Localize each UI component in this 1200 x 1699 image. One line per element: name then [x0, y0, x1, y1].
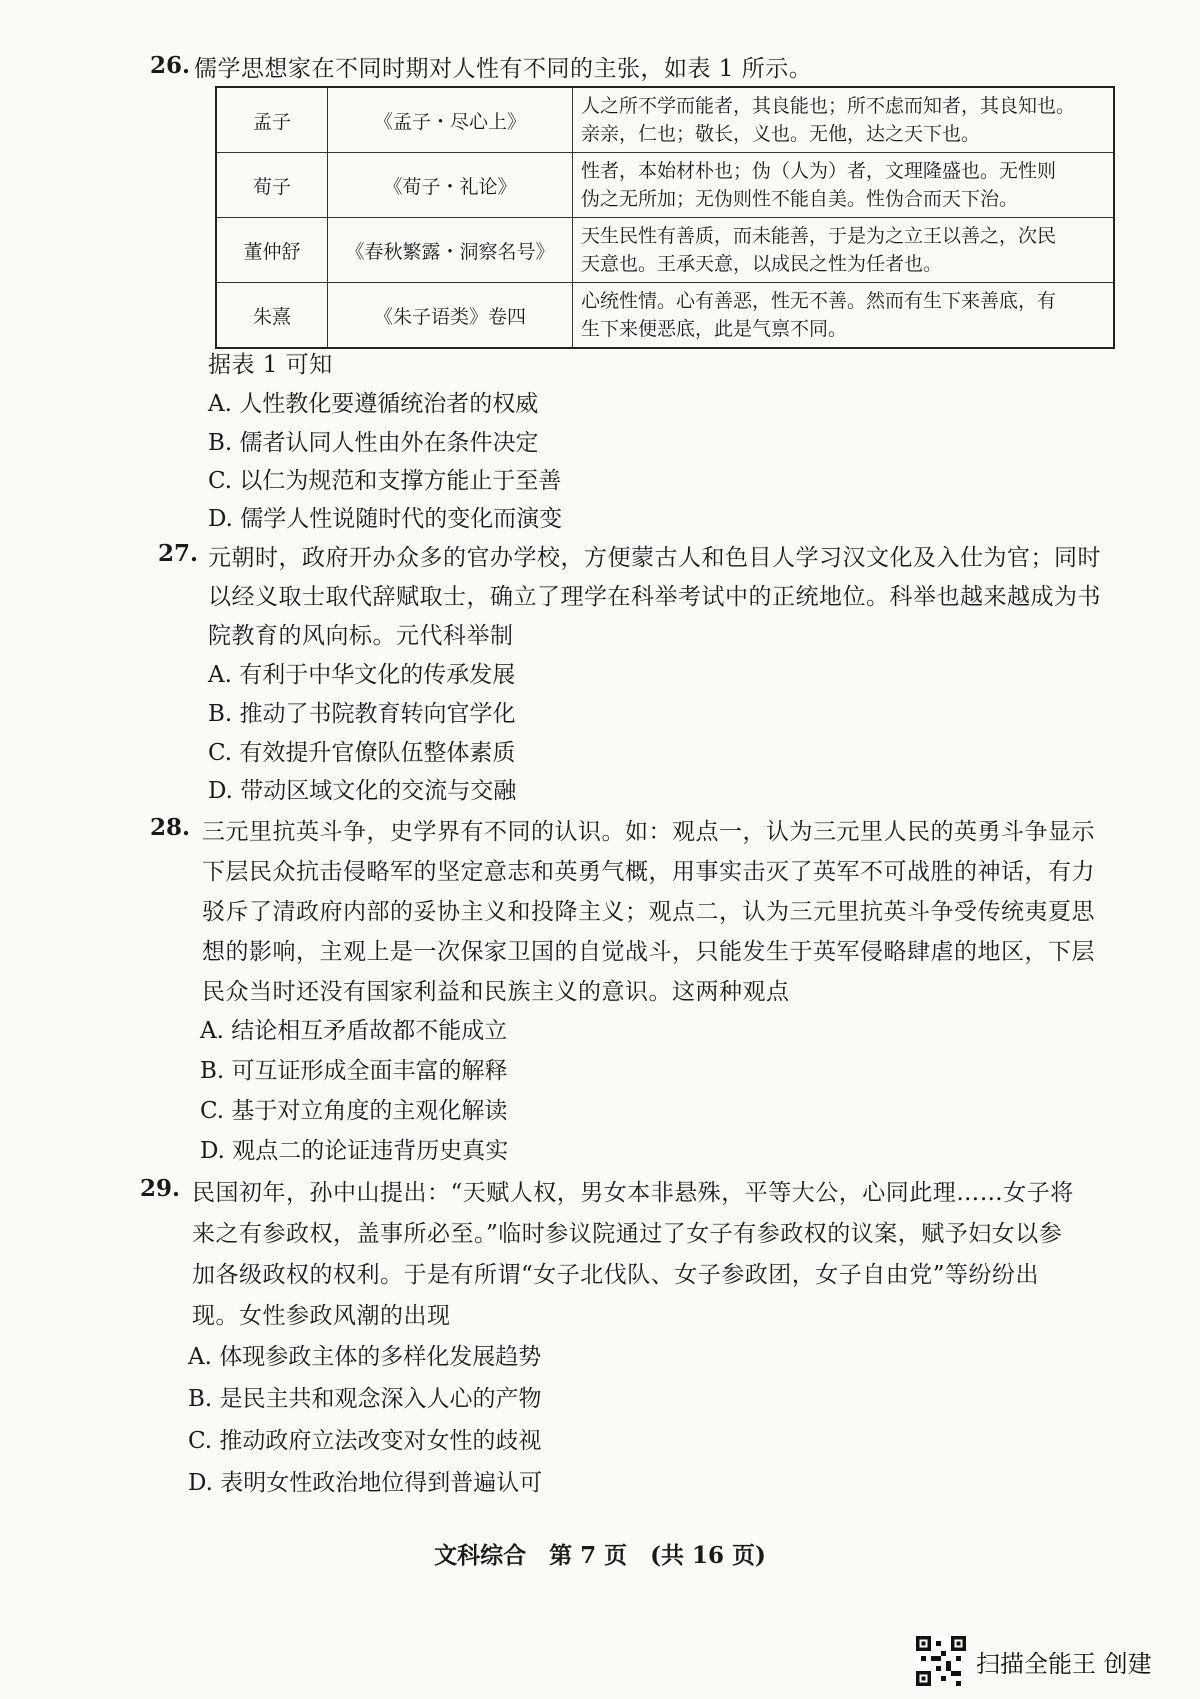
question-28-number: 28.	[150, 814, 191, 841]
question-27-line-2: 以经义取士取代辞赋取士，确立了理学在科举考试中的正统地位。科举也越来越成为书	[208, 584, 1101, 610]
question-29-option-b[interactable]: B. 是民主共和观念深入人心的产物	[188, 1386, 542, 1412]
question-29-number: 29.	[140, 1175, 181, 1202]
question-26-option-b[interactable]: B. 儒者认同人性由外在条件决定	[208, 430, 539, 456]
book-title: 《朱子语类》卷四	[328, 283, 573, 349]
question-27-option-b[interactable]: B. 推动了书院教育转向官学化	[208, 701, 516, 727]
thinker-name: 荀子	[216, 153, 328, 218]
question-26-number: 26.	[150, 52, 191, 79]
scanner-watermark: 扫描全能王 创建	[976, 1650, 1152, 1678]
table-row	[216, 218, 1114, 283]
quote-cell	[573, 87, 1115, 153]
question-29-line-3: 加各级政权的权利。于是有所谓“女子北伐队、女子参政团，女子自由党”等纷纷出	[192, 1262, 1040, 1288]
question-27-option-a[interactable]: A. 有利于中华文化的传承发展	[208, 662, 516, 688]
quote-line-1: 心统性情。心有善恶，性无不善。然而有生下来善底，有	[581, 290, 1057, 312]
book-title: 《春秋繁露・洞察名号》	[328, 218, 573, 283]
question-28-option-b[interactable]: B. 可互证形成全面丰富的解释	[200, 1058, 508, 1084]
table-1	[215, 86, 1115, 349]
question-29-option-c[interactable]: C. 推动政府立法改变对女性的歧视	[188, 1428, 542, 1454]
question-28-line-2: 下层民众抗击侵略军的坚定意志和英勇气概，用事实击灭了英军不可战胜的神话，有力	[202, 859, 1095, 885]
quote-line-2: 生下来便恶底，此是气禀不同。	[581, 318, 848, 340]
quote-line-2: 伪之无所加；无伪则性不能自美。性伪合而天下治。	[581, 188, 1019, 210]
quote-cell	[573, 283, 1115, 349]
quote-line-1: 性者，本始材朴也；伪（人为）者，文理隆盛也。无性则	[581, 160, 1057, 182]
question-29-option-d[interactable]: D. 表明女性政治地位得到普遍认可	[188, 1470, 543, 1496]
quote-line-2: 亲亲，仁也；敬长，义也。无他，达之天下也。	[581, 123, 981, 145]
question-26-stem: 儒学思想家在不同时期对人性有不同的主张，如表 1 所示。	[194, 56, 813, 82]
quote-cell	[573, 153, 1115, 218]
question-27-number: 27.	[158, 540, 199, 567]
quote-line-1: 天生民性有善质，而未能善，于是为之立王以善之，次民	[581, 225, 1057, 247]
question-28-line-4: 想的影响，主观上是一次保家卫国的自觉战斗，只能发生于英军侵略肆虐的地区，下层	[202, 939, 1095, 965]
question-26-option-d[interactable]: D. 儒学人性说随时代的变化而演变	[208, 506, 563, 532]
question-27-line-3: 院教育的风向标。元代科举制	[208, 623, 514, 649]
question-27-option-d[interactable]: D. 带动区域文化的交流与交融	[208, 778, 517, 804]
question-26-option-a[interactable]: A. 人性教化要遵循统治者的权威	[208, 391, 539, 417]
book-title: 《荀子・礼论》	[328, 153, 573, 218]
question-28-option-d[interactable]: D. 观点二的论证违背历史真实	[200, 1138, 509, 1164]
question-26-option-c[interactable]: C. 以仁为规范和支撑方能止于至善	[208, 468, 562, 494]
page-footer: 文科综合 第 7 页 (共 16 页)	[434, 1542, 766, 1569]
table-row	[216, 153, 1114, 218]
qr-code-icon	[916, 1636, 966, 1686]
question-28-option-a[interactable]: A. 结论相互矛盾故都不能成立	[200, 1018, 508, 1044]
thinker-name: 孟子	[216, 87, 328, 153]
thinker-name: 朱熹	[216, 283, 328, 349]
quote-line-1: 人之所不学而能者，其良能也；所不虑而知者，其良知也。	[581, 95, 1076, 117]
question-29-option-a[interactable]: A. 体现参政主体的多样化发展趋势	[188, 1344, 542, 1370]
question-28-line-3: 驳斥了清政府内部的妥协主义和投降主义；观点二，认为三元里抗英斗争受传统夷夏思	[202, 899, 1095, 925]
question-28-line-5: 民众当时还没有国家利益和民族主义的意识。这两种观点	[202, 979, 790, 1005]
question-28-option-c[interactable]: C. 基于对立角度的主观化解读	[200, 1098, 508, 1124]
question-27-line-1: 元朝时，政府开办众多的官办学校，方便蒙古人和色目人学习汉文化及入仕为官；同时	[208, 545, 1101, 571]
table-row	[216, 87, 1114, 153]
quote-line-2: 天意也。王承天意，以成民之性为任者也。	[581, 253, 943, 275]
question-27-option-c[interactable]: C. 有效提升官僚队伍整体素质	[208, 740, 516, 766]
quote-cell	[573, 218, 1115, 283]
question-28-line-1: 三元里抗英斗争，史学界有不同的认识。如：观点一，认为三元里人民的英勇斗争显示	[202, 819, 1095, 845]
question-29-line-2: 来之有参政权，盖事所必至。”临时参议院通过了女子有参政权的议案，赋予妇女以参	[192, 1221, 1063, 1247]
table-row	[216, 283, 1114, 349]
thinker-name: 董仲舒	[216, 218, 328, 283]
question-26-lead: 据表 1 可知	[208, 352, 333, 378]
question-29-line-1: 民国初年，孙中山提出：“天赋人权，男女本非悬殊，平等大公，心同此理……女子将	[192, 1180, 1074, 1206]
book-title: 《孟子・尽心上》	[328, 87, 573, 153]
question-29-line-4: 现。女性参政风潮的出现	[192, 1303, 451, 1329]
